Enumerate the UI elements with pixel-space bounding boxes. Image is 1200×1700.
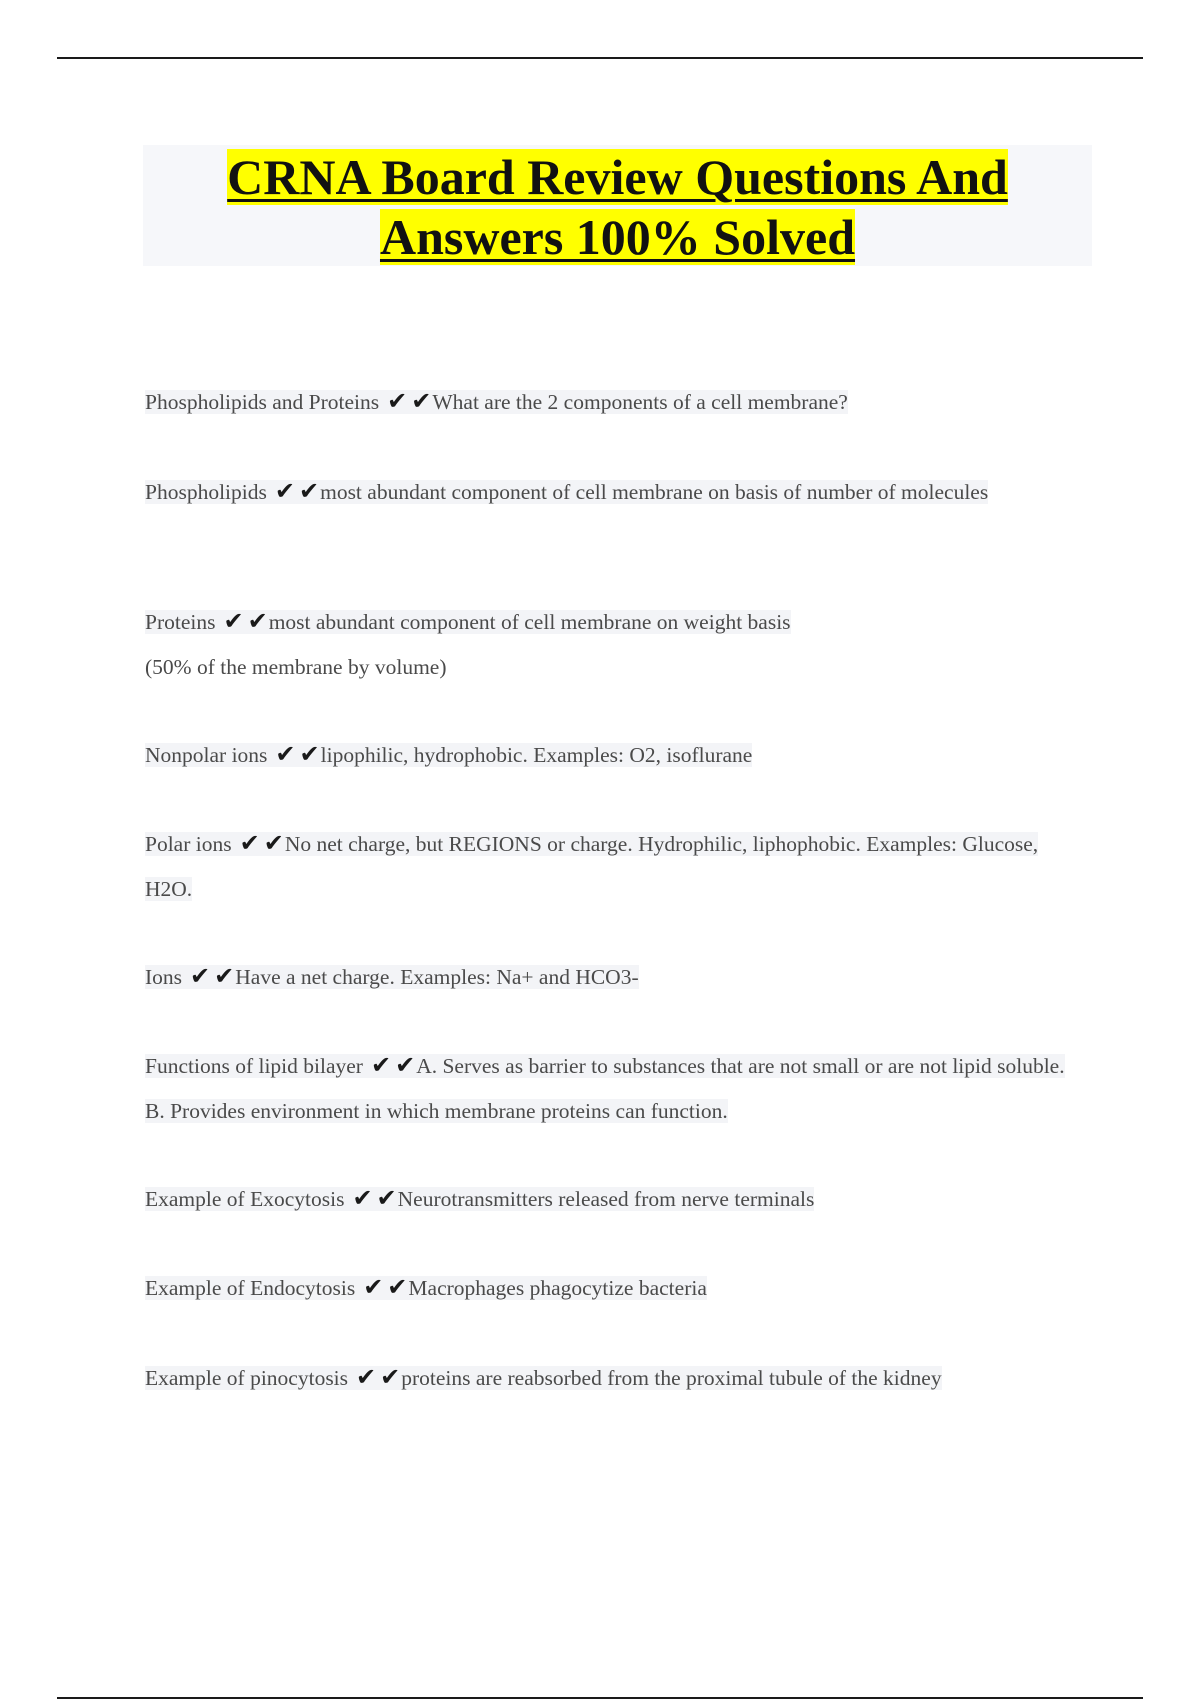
qa-answer: What are the 2 components of a cell membrane? — [432, 390, 848, 414]
qa-answer: No net charge, but REGIONS or charge. Hydrophilic, liphophobic. Examples: Glucose, H2O. — [145, 832, 1039, 901]
title-line-2: Answers 100% Solved — [379, 209, 856, 265]
checkmark-icon: ✔ — [274, 477, 295, 505]
qa-answer: A. Serves as barrier to substances that are not small or are not lipid soluble. B. Provides environment in which membrane proteins can function. — [145, 1054, 1065, 1123]
qa-answer: lipophilic, hydrophobic. Examples: O2, isoflurane — [320, 743, 753, 767]
qa-item — [145, 1044, 1085, 1134]
qa-answer: Macrophages phagocytize bacteria — [408, 1276, 707, 1300]
checkmark-icon: ✔ — [190, 962, 211, 990]
checkmark-icon: ✔ — [263, 829, 284, 857]
qa-answer: Neurotransmitters released from nerve terminals — [397, 1187, 815, 1211]
checkmark-icon: ✔ — [214, 962, 235, 990]
checkmark-icon: ✔ — [370, 1051, 392, 1079]
checkmark-icon: ✔ — [239, 829, 260, 857]
title-line-1: CRNA Board Review Questions And — [227, 149, 1008, 205]
qa-item — [145, 470, 1085, 515]
checkmark-icon: ✔ — [376, 1184, 397, 1212]
header-rule — [57, 57, 1143, 59]
qa-item — [145, 1266, 1085, 1311]
qa-item — [145, 733, 1085, 778]
qa-item — [145, 822, 1085, 912]
qa-answer: Have a net charge. Examples: Na+ and HCO3- — [235, 965, 639, 989]
qa-item — [145, 955, 1085, 1000]
footer-rule — [57, 1697, 1143, 1699]
qa-item — [145, 600, 1085, 690]
checkmark-icon: ✔ — [275, 740, 296, 768]
qa-term: Phospholipids — [145, 480, 267, 504]
checkmark-icon: ✔ — [352, 1184, 373, 1212]
checkmark-icon: ✔ — [299, 740, 320, 768]
checkmark-icon: ✔ — [298, 477, 320, 505]
qa-term: Example of pinocytosis — [145, 1366, 349, 1390]
checkmark-icon: ✔ — [380, 1363, 401, 1391]
qa-term: Nonpolar ions — [145, 743, 268, 767]
qa-item — [145, 1356, 1085, 1401]
qa-term: Proteins — [145, 610, 216, 634]
checkmark-icon: ✔ — [356, 1363, 377, 1391]
checkmark-icon: ✔ — [411, 387, 432, 415]
qa-item — [145, 380, 1085, 425]
qa-answer: most abundant component of cell membrane on basis of number of molecules — [320, 480, 989, 504]
checkmark-icon: ✔ — [363, 1273, 384, 1301]
qa-term: Functions of lipid bilayer — [145, 1054, 363, 1078]
title-block — [143, 145, 1092, 266]
qa-term: Example of Endocytosis — [145, 1276, 356, 1300]
checkmark-icon: ✔ — [387, 387, 408, 415]
qa-term: Polar ions — [145, 832, 232, 856]
qa-term: Phospholipids and Proteins — [145, 390, 380, 414]
qa-term: Example of Exocytosis — [145, 1187, 345, 1211]
document-title — [143, 145, 1092, 267]
checkmark-icon: ✔ — [395, 1051, 416, 1079]
qa-item — [145, 1177, 1085, 1222]
qa-extra: (50% of the membrane by volume) — [145, 655, 447, 679]
qa-term: Ions — [145, 965, 183, 989]
checkmark-icon: ✔ — [247, 607, 268, 635]
qa-answer: most abundant component of cell membrane on weight basis — [268, 610, 791, 634]
checkmark-icon: ✔ — [223, 607, 244, 635]
qa-answer: proteins are reabsorbed from the proximal tubule of the kidney — [401, 1366, 942, 1390]
checkmark-icon: ✔ — [387, 1273, 408, 1301]
